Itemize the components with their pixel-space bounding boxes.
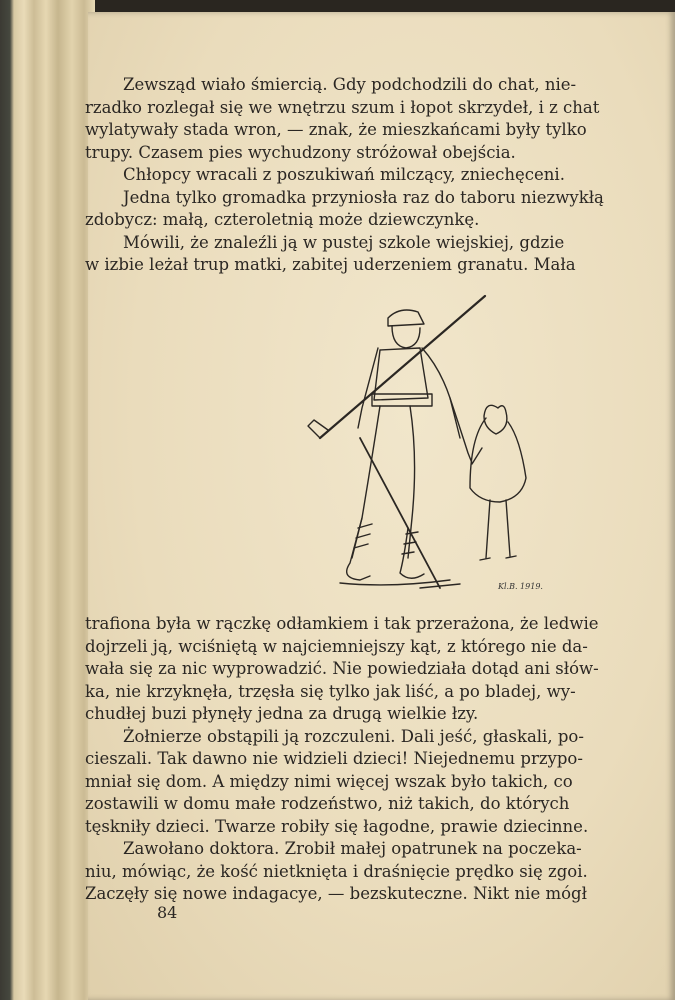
text-line: zostawili w domu małe rodzeństwo, niż takich, do których [85,794,570,813]
text-line: zdobycz: małą, czteroletnią może dziewczynkę. [85,210,480,229]
text-line: Zewsząd wiało śmiercią. Gdy podchodzili do chat, nie- [123,75,577,94]
text-line: tęskniły dzieci. Twarze robiły się łagodne, prawie dziecinne. [85,816,589,836]
text-line: Zaczęły się nowe indagacye, — bezskuteczne. Nikt nie mógł [85,884,587,903]
text-line: trupy. Czasem pies wychudzony stróżował obejścia. [85,142,516,162]
text-line: niu, mówiąc, że kość nietknięta i draśnięcie prędko się zgoi. [85,861,588,881]
text-line: wała się za nic wyprowadzić. Nie powiedziała dotąd ani słów- [85,659,599,678]
text-line: Mówili, że znaleźli ją w pustej szkole wiejskiej, gdzie [123,232,565,252]
text-line: chudłej buzi płynęły jedna za drugą wielkie łzy. [85,704,479,723]
text-line: rzadko rozlegał się we wnętrzu szum i łopot skrzydeł, i z chat [85,97,600,117]
text-line: Zawołano doktora. Zrobił małej opatrunek na poczeka- [123,839,582,858]
book-binding-edge [0,0,95,1000]
text-line: w izbie leżał trup matki, zabitej uderzeniem granatu. Mała [85,255,576,274]
text-line: dojrzeli ją, wciśniętą w najciemniejszy kąt, z którego nie da- [85,636,588,656]
text-line: ka, nie krzyknęła, trzęsła się tylko jak liść, a po bladej, wy- [85,681,576,701]
artist-signature: Kl.B. 1919. [498,582,543,591]
page-number: 84 [157,903,178,922]
text-line: Żołnierze obstąpili ją rozczuleni. Dali jeść, głaskali, po- [123,726,584,746]
text-line: cieszali. Tak dawno nie widzieli dzieci! Niejednemu przypo- [85,749,583,768]
text-line: mniał się dom. A między nimi więcej wszak było takich, co [85,771,573,791]
text-line: wylatywały stada wron, — znak, że mieszkańcami były tylko [85,120,587,139]
text-line: Jedna tylko gromadka przyniosła raz do taboru niezwykłą [123,187,604,207]
text-block-bottom [85,613,675,906]
soldier-and-girl-illustration [300,288,540,608]
text-line: trafiona była w rączkę odłamkiem i tak przerażona, że ledwie [85,614,599,633]
text-line: Chłopcy wracali z poszukiwań milczący, zniechęceni. [123,165,565,184]
text-block-top [85,74,675,277]
